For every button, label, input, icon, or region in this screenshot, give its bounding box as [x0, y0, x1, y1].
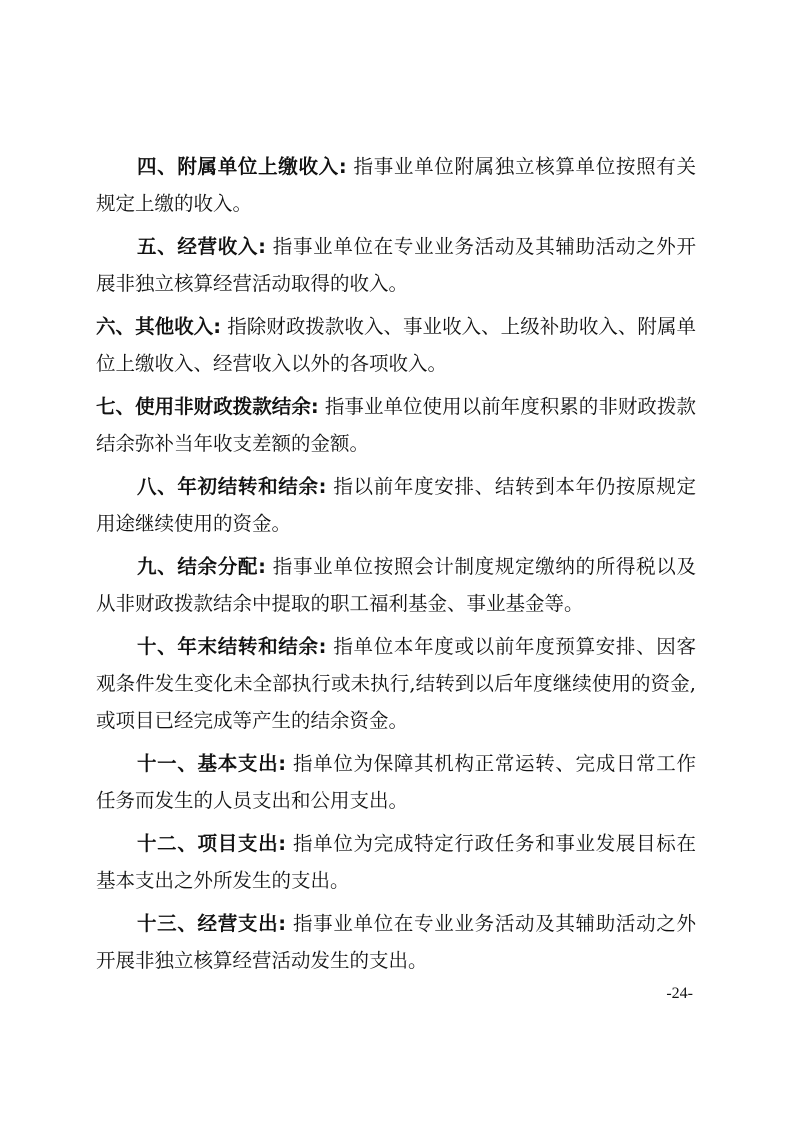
paragraph-surplus-distribution — [96, 548, 696, 622]
term-heading: 七、使用非财政拨款结余: — [96, 395, 319, 418]
term-definition: 指事业单位附属独立核算单位按照有关规定上缴的收入。 — [96, 155, 696, 215]
paragraph-opening-carryover — [96, 468, 696, 542]
term-heading: 五、经营收入: — [137, 235, 266, 258]
term-definition: 指单位为完成特定行政任务和事业发展目标在基本支出之外所发生的支出。 — [96, 832, 696, 892]
term-heading: 八、年初结转和结余: — [137, 475, 327, 498]
term-heading: 十一、基本支出: — [137, 752, 287, 775]
paragraph-other-income — [96, 308, 696, 382]
term-definition: 指事业单位按照会计制度规定缴纳的所得税以及从非财政拨款结余中提取的职工福利基金、事业基金等。 — [96, 555, 696, 615]
term-definition: 指事业单位在专业业务活动及其辅助活动之外开展非独立核算经营活动取得的收入。 — [96, 235, 696, 295]
term-heading: 十三、经营支出: — [137, 912, 287, 935]
term-definition: 指单位为保障其机构正常运转、完成日常工作任务而发生的人员支出和公用支出。 — [96, 752, 696, 812]
term-definition: 指事业单位使用以前年度积累的非财政拨款结余弥补当年收支差额的金额。 — [96, 395, 696, 455]
term-definition: 指以前年度安排、结转到本年仍按原规定用途继续使用的资金。 — [96, 475, 696, 535]
paragraph-non-fiscal-surplus-usage — [96, 388, 696, 462]
term-definition: 指除财政拨款收入、事业收入、上级补助收入、附属单位上缴收入、经营收入以外的各项收入。 — [96, 315, 696, 375]
paragraph-basic-expenditure — [96, 745, 696, 819]
term-heading: 九、结余分配: — [137, 555, 266, 578]
document-body — [96, 148, 696, 979]
paragraph-project-expenditure — [96, 825, 696, 899]
page-number: -24- — [666, 985, 693, 1002]
paragraph-operating-expenditure — [96, 905, 696, 979]
paragraph-affiliated-unit-income — [96, 148, 696, 222]
term-heading: 四、附属单位上缴收入: — [137, 155, 347, 178]
term-heading: 十、年末结转和结余: — [137, 635, 327, 658]
term-definition: 指事业单位在专业业务活动及其辅助活动之外开展非独立核算经营活动发生的支出。 — [96, 912, 696, 972]
term-heading: 六、其他收入: — [96, 315, 221, 338]
term-heading: 十二、项目支出: — [137, 832, 287, 855]
paragraph-operating-income — [96, 228, 696, 302]
term-definition: 指单位本年度或以前年度预算安排、因客观条件发生变化未全部执行或未执行,结转到以后年度继续使用的资金,或项目已经完成等产生的结余资金。 — [96, 635, 696, 732]
paragraph-closing-carryover — [96, 628, 696, 739]
